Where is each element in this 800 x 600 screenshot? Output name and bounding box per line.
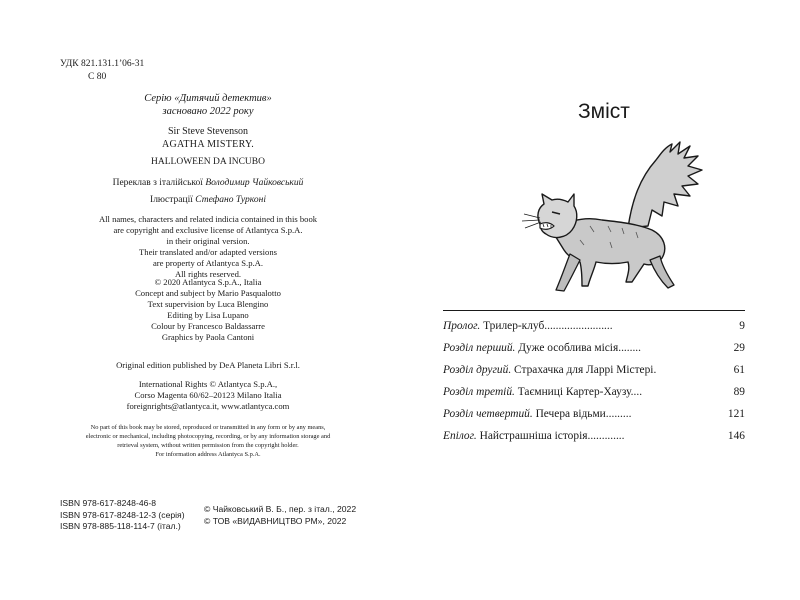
series-line-2: засновано 2022 року (162, 106, 254, 117)
credits-line: Colour by Francesco Baldassarre (151, 321, 265, 331)
author-name: Sir Steve Stevenson (168, 126, 248, 137)
credits-block (60, 277, 356, 343)
toc-entry-part: Розділ третій. (443, 386, 515, 398)
series-info (60, 92, 356, 118)
disclaimer-line: For information address Atlantyca S.p.A. (155, 451, 261, 458)
rights-block (60, 214, 356, 280)
toc-entry (443, 359, 745, 381)
toc-entry-page: 89 (733, 386, 745, 398)
isbn-line: ISBN 978-617-8248-46-8 (60, 498, 157, 508)
book-title: AGATHA MISTERY. (161, 139, 255, 150)
toc-entry (443, 381, 745, 403)
toc-entry-dots: ........ (618, 342, 641, 354)
toc-entry (443, 403, 745, 425)
toc-entry-dots: ............. (587, 430, 625, 442)
credits-line: Graphics by Paola Cantoni (161, 332, 255, 342)
isbn-line: ISBN 978-617-8248-12-3 (серія) (60, 509, 185, 520)
toc-entry-page: 9 (739, 320, 745, 332)
rights-line: All rights reserved. (174, 269, 242, 279)
toc-entry-page: 61 (733, 364, 745, 376)
cat-illustration-icon (510, 130, 720, 305)
illustrator-name: Стефано Турконі (195, 195, 266, 205)
copyright-line: © Чайковський В. Б., пер. з італ., 2022 (204, 504, 357, 514)
toc-entry (443, 425, 745, 447)
disclaimer-line: electronic or mechanical, including photocopying, recording, or by any information storage and (85, 433, 331, 440)
credits-line: © 2020 Atlantyca S.p.A., Italia (154, 277, 262, 287)
isbn-line: ISBN 978-885-118-114-7 (італ.) (60, 521, 181, 531)
rights-line: Their translated and/or adapted versions (139, 247, 277, 257)
illustrator-prefix: Ілюстрації (150, 195, 193, 205)
toc-top-rule (443, 310, 745, 311)
toc-entry-title: Таємниці Картер-Хаузу (517, 386, 631, 398)
translator-prefix: Переклав з італійської (112, 178, 203, 188)
toc-entry-title: Дуже особлива місія (518, 342, 619, 354)
original-edition: Original edition published by DeA Planeta Libri S.r.l. (116, 360, 300, 370)
toc-entry (443, 337, 745, 359)
toc-entry-part: Пролог. (443, 320, 481, 332)
toc-entry-title: Найстрашніша історія (479, 430, 588, 442)
translator-name: Володимир Чайковський (205, 178, 304, 188)
disclaimer-line: retrieval system, without written permission from the copyright holder. (117, 442, 299, 449)
translator-line (60, 177, 356, 189)
toc-entry-page: 121 (727, 408, 745, 420)
toc-entry-title: Страхачка для Ларрі Містері. (514, 364, 657, 376)
toc-entry-title: Печера відьми (535, 408, 606, 420)
book-subtitle: HALLOWEEN DA INCUBO (151, 157, 265, 167)
contents-heading: Зміст (578, 100, 630, 123)
toc-entry-part: Розділ другий. (443, 364, 512, 376)
disclaimer-block (60, 423, 356, 459)
toc-entry-part: Розділ перший. (443, 342, 516, 354)
credits-line: Text supervision by Luca Blengino (147, 299, 269, 309)
rights-line: All names, characters and related indicia contained in this book (98, 214, 318, 224)
copyright-line: © ТОВ «ВИДАВНИЦТВО РМ», 2022 (204, 515, 347, 526)
rights-line: in their original version. (166, 236, 250, 246)
toc-entry-part: Розділ четвертий. (443, 408, 533, 420)
rights-line: are property of Atlantyca S.p.A. (152, 258, 263, 268)
credits-line: Concept and subject by Mario Pasqualotto (135, 288, 281, 298)
udk-block (60, 58, 144, 84)
illustrator-line (60, 194, 356, 206)
toc-entry-title: Трилер-клуб (483, 320, 545, 332)
isbn-block (60, 498, 185, 533)
c-code: С 80 (88, 72, 107, 82)
series-line-1: Серію «Дитячий детектив» (144, 93, 272, 104)
right-page (400, 0, 800, 600)
table-of-contents (443, 310, 745, 447)
intl-line: Corso Magenta 60/62–20123 Milano Italia (134, 390, 282, 400)
toc-entry-dots: .... (630, 386, 643, 398)
udk-code: УДК 821.131.1’06-31 (60, 59, 145, 69)
toc-entry-part: Епілог. (443, 430, 477, 442)
toc-entry-dots: ........................ (544, 320, 613, 332)
toc-entry-page: 146 (727, 430, 745, 442)
copyright-block (204, 504, 356, 527)
toc-entry-dots: ......... (605, 408, 632, 420)
intl-line: foreignrights@atlantyca.it, www.atlantyca.com (126, 401, 290, 411)
intl-line: International Rights © Atlantyca S.p.A., (138, 379, 278, 389)
book-info (60, 125, 356, 169)
credits-line: Editing by Lisa Lupano (167, 310, 249, 320)
toc-entry-page: 29 (733, 342, 745, 354)
toc-entry (443, 315, 745, 337)
international-rights (60, 379, 356, 412)
rights-line: are copyright and exclusive license of Atlantyca S.p.A. (113, 225, 303, 235)
disclaimer-line: No part of this book may be stored, reproduced or transmitted in any form or by any means, (90, 424, 326, 431)
